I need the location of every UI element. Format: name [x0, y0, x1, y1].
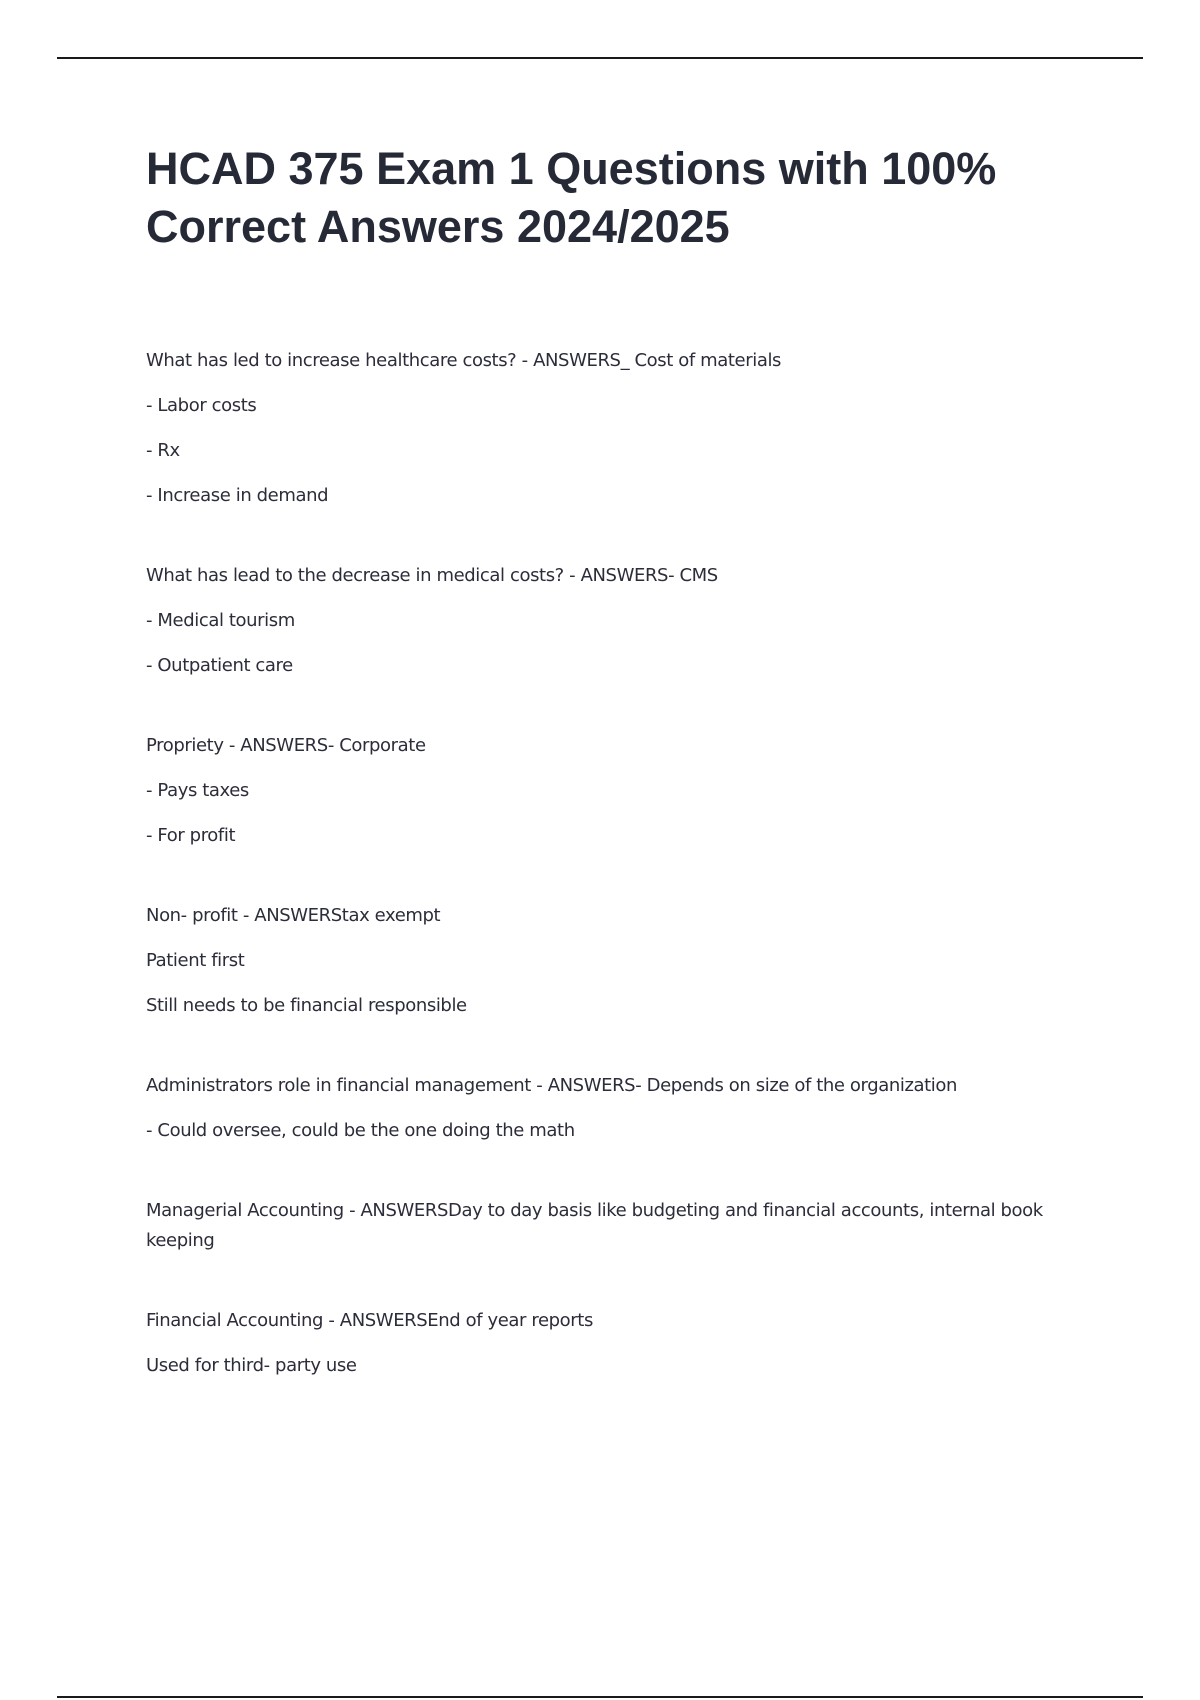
qa-question-line: Financial Accounting - ANSWERSEnd of year reports	[146, 1310, 593, 1331]
qa-answer-line: Still needs to be financial responsible	[146, 995, 467, 1016]
bottom-divider	[57, 1696, 1143, 1698]
qa-question-line: Propriety - ANSWERS- Corporate	[146, 735, 426, 756]
qa-question-line: What has led to increase healthcare costs? - ANSWERS_ Cost of materials	[146, 350, 782, 371]
qa-entry	[146, 1196, 1086, 1256]
qa-answer-line: - Increase in demand	[146, 485, 329, 506]
qa-answer-line: - Outpatient care	[146, 655, 293, 676]
qa-question-line: Managerial Accounting - ANSWERSDay to day basis like budgeting and financial accounts, internal book keeping	[146, 1200, 1043, 1251]
qa-entry	[146, 561, 1086, 681]
document-title: HCAD 375 Exam 1 Questions with 100% Correct Answers 2024/2025	[146, 143, 997, 252]
qa-list	[146, 346, 1086, 1381]
qa-answer-line: Patient first	[146, 950, 245, 971]
qa-answer-line: - For profit	[146, 825, 236, 846]
qa-entry	[146, 731, 1086, 851]
qa-answer-line: - Could oversee, could be the one doing the math	[146, 1120, 575, 1141]
qa-entry	[146, 346, 1086, 511]
qa-question-line: Administrators role in financial management - ANSWERS- Depends on size of the organization	[146, 1075, 958, 1096]
qa-question-line: Non- profit - ANSWERStax exempt	[146, 905, 441, 926]
qa-answer-line: - Rx	[146, 440, 180, 461]
qa-entry	[146, 1306, 1086, 1381]
top-divider	[57, 57, 1143, 59]
document-body	[146, 140, 1086, 1431]
qa-answer-line: - Labor costs	[146, 395, 257, 416]
qa-entry	[146, 1071, 1086, 1146]
qa-answer-line: - Pays taxes	[146, 780, 249, 801]
qa-question-line: What has lead to the decrease in medical costs? - ANSWERS- CMS	[146, 565, 718, 586]
qa-entry	[146, 901, 1086, 1021]
qa-answer-line: Used for third- party use	[146, 1355, 357, 1376]
qa-answer-line: - Medical tourism	[146, 610, 295, 631]
